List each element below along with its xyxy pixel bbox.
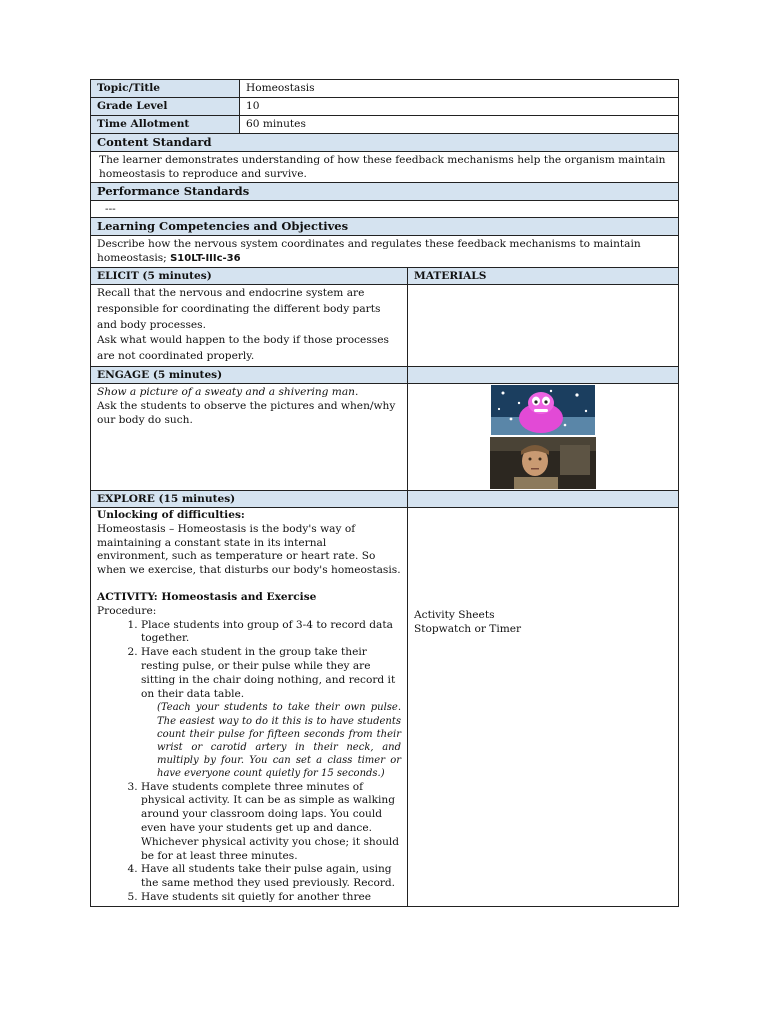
materials-title: MATERIALS [408, 268, 679, 285]
procedure-step-text: Have each student in the group take their resting pulse, or their pulse while they are sitting in the chair doing nothing, and record it on their data table. [141, 646, 396, 700]
procedure-step [141, 646, 401, 780]
engage-line-2: Ask the students to observe the pictures and when/why our body do such. [97, 399, 396, 426]
elicit-title: ELICIT (5 minutes) [91, 268, 408, 285]
grade-row [91, 98, 679, 116]
topic-value: Homeostasis [240, 80, 679, 98]
elicit-materials-cell [408, 285, 679, 367]
elicit-line-2: Ask what would happen to the body if those processes are not coordinated properly. [97, 334, 389, 363]
explore-materials-cell [408, 507, 679, 906]
grade-value: 10 [240, 98, 679, 116]
procedure-step: 3. Have students complete three minutes of physical activity. It can be as simple as walking around your classroom doing laps. You could even have your students get up and dance. Whichever physical activity you chose; it should be for at least three minutes. [141, 781, 401, 864]
content-standard-text: The learner demonstrates understanding of how these feedback mechanisms help the organism maintain homeostasis to reproduce and survive. [91, 152, 679, 183]
elicit-header-row [91, 268, 679, 285]
unlock-text: Homeostasis – Homeostasis is the body's way of maintaining a constant state in its internal environment, such as temperature or heart rate. So when we exercise, that disturbs our body's homeostasis. [97, 522, 401, 577]
time-label: Time Allotment [91, 116, 240, 134]
explore-materials-band [408, 490, 679, 507]
performance-standards-title: Performance Standards [91, 183, 679, 201]
competencies-row [91, 236, 679, 268]
performance-standards-text: --- [91, 201, 679, 218]
competencies-header [91, 218, 679, 236]
topic-row [91, 80, 679, 98]
engage-materials-cell [408, 383, 679, 490]
engage-materials-band [408, 366, 679, 383]
explore-row [91, 507, 679, 906]
competency-code: S10LT-IIIc-36 [170, 253, 241, 264]
procedure-step: 1. Place students into group of 3-4 to record data together. [141, 619, 401, 647]
shivering-cartoon-image [491, 385, 595, 435]
content-standard-header [91, 134, 679, 152]
unlock-title: Unlocking of difficulties: [97, 508, 245, 521]
elicit-row [91, 285, 679, 367]
procedure-step: 4. Have all students take their pulse again, using the same method they used previously. Record. [141, 863, 401, 891]
engage-italic-line: Show a picture of a sweaty and a shivering man. [97, 385, 359, 398]
procedure-list [97, 619, 401, 905]
time-value: 60 minutes [240, 116, 679, 134]
performance-standards-header [91, 183, 679, 201]
time-row [91, 116, 679, 134]
engage-row [91, 383, 679, 490]
material-item: Stopwatch or Timer [414, 622, 522, 635]
content-standard-row [91, 152, 679, 183]
competencies-title: Learning Competencies and Objectives [91, 218, 679, 236]
performance-standards-row [91, 201, 679, 218]
material-item: Activity Sheets [414, 608, 495, 621]
content-standard-title: Content Standard [91, 134, 679, 152]
procedure-label: Procedure: [97, 604, 157, 617]
engage-header-row [91, 366, 679, 383]
topic-label: Topic/Title [91, 80, 240, 98]
elicit-line-1: Recall that the nervous and endocrine system are responsible for coordinating the different body parts and body processes. [97, 287, 381, 331]
procedure-step: 5. Have students sit quietly for another three [141, 891, 401, 905]
explore-header-row [91, 490, 679, 507]
elicit-cell [91, 285, 408, 367]
sweaty-man-image [490, 437, 596, 489]
engage-title: ENGAGE (5 minutes) [91, 366, 408, 383]
engage-cell [91, 383, 408, 490]
competencies-cell [91, 236, 679, 268]
explore-cell [91, 507, 408, 906]
activity-title: ACTIVITY: Homeostasis and Exercise [97, 590, 317, 603]
competencies-text: Describe how the nervous system coordinates and regulates these feedback mechanisms to maintain homeostasis; [97, 238, 641, 264]
grade-label: Grade Level [91, 98, 240, 116]
lesson-plan-table [90, 79, 679, 907]
pulse-note: (Teach your students to take their own pulse. The easiest way to do it this is to have students count their pulse for fifteen seconds from their wrist or carotid artery in their neck, and multiply by four. You can set a class timer or have everyone count quietly for 15 seconds.) [157, 702, 401, 780]
explore-title: EXPLORE (15 minutes) [91, 490, 408, 507]
